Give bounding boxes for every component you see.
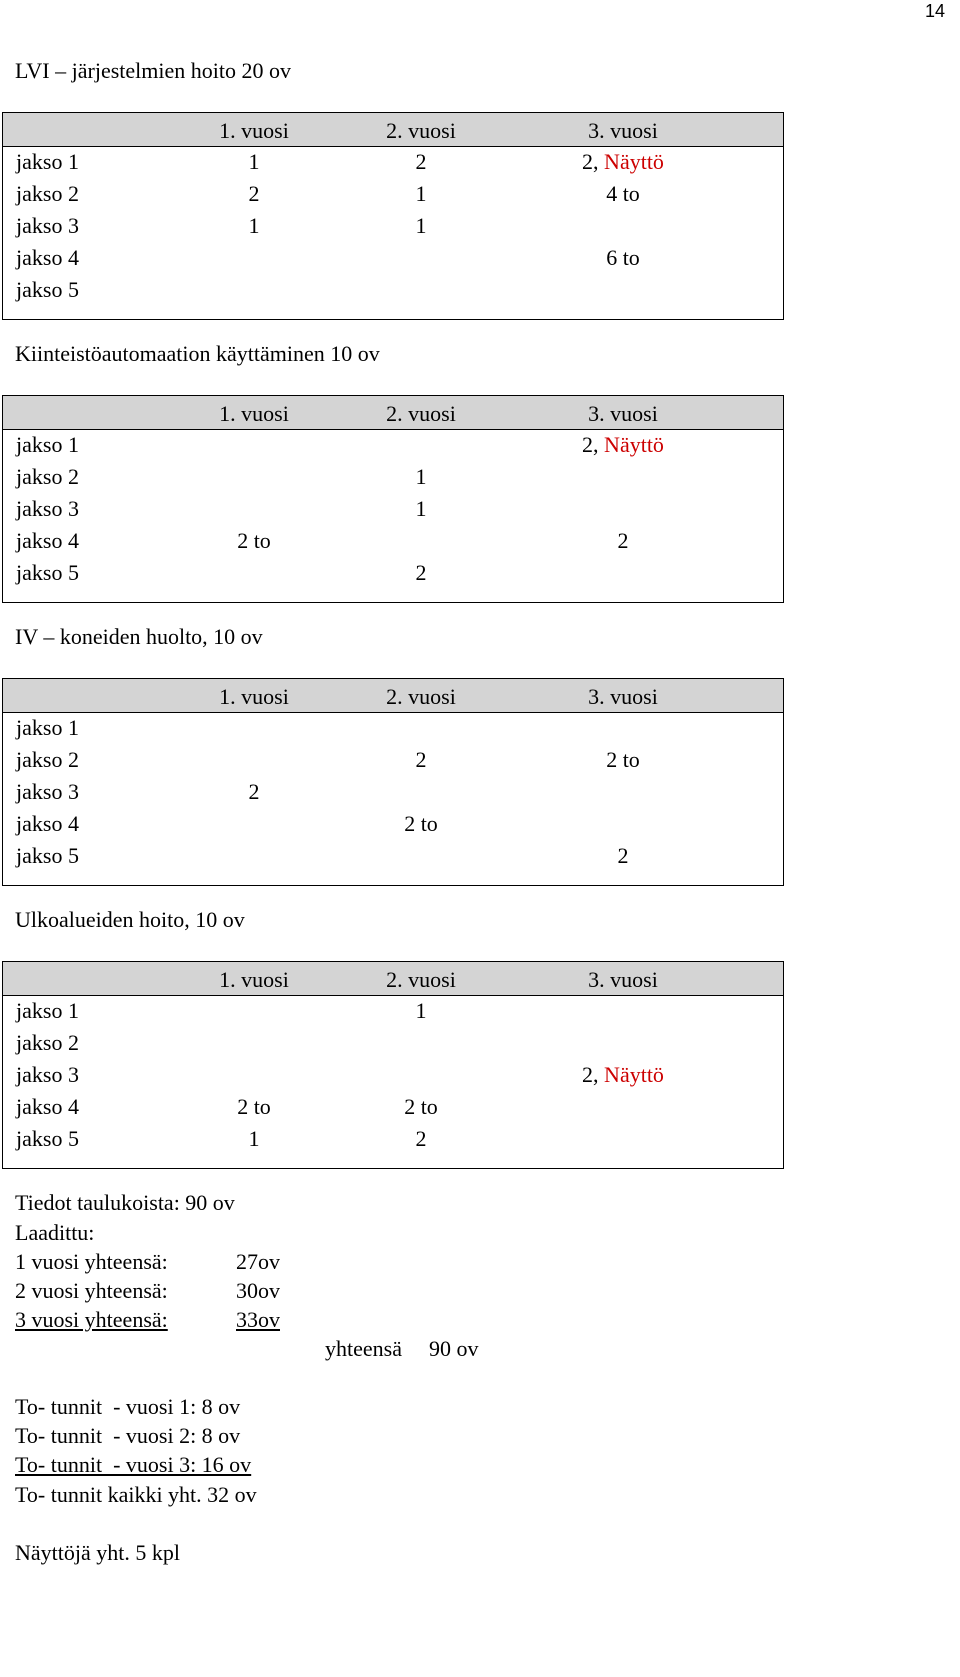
table-cell — [618, 845, 629, 867]
column-header: 1. vuosi — [219, 967, 289, 992]
year-total-value-1: 27ov — [236, 1249, 280, 1274]
column-header: 3. vuosi — [588, 684, 658, 709]
row-label: jakso 1 — [16, 149, 79, 174]
cell-value: 1 — [248, 1126, 260, 1151]
to-hours-line-2: To- tunnit - vuosi 2: 8 ov — [15, 1423, 241, 1448]
column-header: 1. vuosi — [219, 684, 289, 709]
table-cell — [582, 1064, 664, 1086]
table-cell — [249, 151, 260, 173]
column-header: 1. vuosi — [219, 118, 289, 143]
table-cell — [416, 466, 427, 488]
table-cell — [404, 813, 438, 835]
cell-value: 2 to — [404, 811, 438, 836]
cell-value: 1 — [415, 998, 427, 1023]
row-label: jakso 1 — [16, 715, 79, 740]
column-header: 2. vuosi — [386, 684, 456, 709]
year-total-value-3: 33ov — [236, 1307, 280, 1332]
column-header: 1. vuosi — [219, 401, 289, 426]
row-label: jakso 3 — [16, 779, 79, 804]
year-total-value-2: 30ov — [236, 1278, 280, 1303]
grand-total-label: yhteensä — [325, 1336, 402, 1361]
cell-value: 2 — [415, 149, 427, 174]
table-cell — [237, 530, 271, 552]
row-label: jakso 2 — [16, 747, 79, 772]
table-title: Kiinteistöautomaation käyttäminen 10 ov — [15, 341, 380, 366]
row-label: jakso 1 — [16, 998, 79, 1023]
to-hours-line-1: To- tunnit - vuosi 1: 8 ov — [15, 1394, 241, 1419]
row-label: jakso 4 — [16, 245, 79, 270]
table-cell — [618, 530, 629, 552]
row-label: jakso 5 — [16, 277, 79, 302]
row-label: jakso 3 — [16, 213, 79, 238]
demonstration-marker: Näyttö — [604, 1062, 664, 1087]
table-cell — [606, 183, 640, 205]
row-label: jakso 4 — [16, 528, 79, 553]
table-cell — [416, 498, 427, 520]
demonstration-marker: Näyttö — [604, 432, 664, 457]
column-header: 2. vuosi — [386, 401, 456, 426]
year-total-label-2: 2 vuosi yhteensä: — [15, 1278, 168, 1303]
cell-value: 1 — [415, 181, 427, 206]
cell-value: 2 — [248, 779, 260, 804]
row-label: jakso 2 — [16, 181, 79, 206]
row-label: jakso 4 — [16, 811, 79, 836]
schedule-table — [2, 678, 784, 886]
row-label: jakso 5 — [16, 843, 79, 868]
page-number: 14 — [924, 1, 945, 21]
schedule-table — [2, 395, 784, 603]
table-cell — [416, 749, 427, 771]
table-cell — [606, 247, 640, 269]
table-cell — [416, 183, 427, 205]
table-cell — [416, 1128, 427, 1150]
cell-value: 2 — [415, 1126, 427, 1151]
column-header: 3. vuosi — [588, 967, 658, 992]
table-cell — [416, 151, 427, 173]
to-hours-line-3: To- tunnit - vuosi 3: 16 ov — [15, 1452, 252, 1477]
cell-value: 1 — [248, 213, 260, 238]
table-cell — [606, 749, 640, 771]
row-label: jakso 3 — [16, 496, 79, 521]
cell-value: 1 — [415, 213, 427, 238]
cell-value: 2 — [617, 843, 629, 868]
cell-value: 2 — [617, 528, 629, 553]
row-label: jakso 1 — [16, 432, 79, 457]
compiled-label: Laadittu: — [15, 1220, 95, 1245]
to-hours-total: To- tunnit kaikki yht. 32 ov — [15, 1482, 257, 1507]
table-cell — [582, 434, 664, 456]
year-total-label-3: 3 vuosi yhteensä: — [15, 1307, 168, 1332]
row-label: jakso 5 — [16, 1126, 79, 1151]
cell-value: 2, — [582, 1062, 605, 1087]
column-header: 3. vuosi — [588, 118, 658, 143]
cell-value: 2 — [248, 181, 260, 206]
table-cell — [237, 1096, 271, 1118]
row-label: jakso 3 — [16, 1062, 79, 1087]
column-header: 2. vuosi — [386, 967, 456, 992]
table-cell — [404, 1096, 438, 1118]
demonstration-marker: Näyttö — [604, 149, 664, 174]
table-cell — [416, 1000, 427, 1022]
cell-value: 1 — [248, 149, 260, 174]
row-label: jakso 2 — [16, 464, 79, 489]
cell-value: 2, — [582, 149, 605, 174]
cell-value: 2 to — [237, 1094, 271, 1119]
table-header-row — [3, 113, 783, 147]
demonstrations-total: Näyttöjä yht. 5 kpl — [15, 1540, 180, 1565]
schedule-table — [2, 961, 784, 1169]
row-label: jakso 2 — [16, 1030, 79, 1055]
table-cell — [249, 1128, 260, 1150]
table-cell — [582, 151, 664, 173]
cell-value: 1 — [415, 464, 427, 489]
grand-total-value: 90 ov — [429, 1336, 479, 1361]
table-title: LVI – järjestelmien hoito 20 ov — [15, 58, 291, 83]
year-total-row-3 — [15, 1309, 280, 1331]
row-label: jakso 4 — [16, 1094, 79, 1119]
cell-value: 4 to — [606, 181, 640, 206]
column-header: 2. vuosi — [386, 118, 456, 143]
table-header-row — [3, 962, 783, 996]
table-cell — [249, 781, 260, 803]
table-title: IV – koneiden huolto, 10 ov — [15, 624, 263, 649]
cell-value: 2 — [415, 560, 427, 585]
cell-value: 2 to — [606, 747, 640, 772]
cell-value: 6 to — [606, 245, 640, 270]
table-cell — [249, 215, 260, 237]
row-label: jakso 5 — [16, 560, 79, 585]
cell-value: 2 to — [404, 1094, 438, 1119]
cell-value: 2, — [582, 432, 605, 457]
cell-value: 2 — [415, 747, 427, 772]
table-header-row — [3, 679, 783, 713]
table-header-row — [3, 396, 783, 430]
table-cell — [416, 215, 427, 237]
table-cell — [249, 183, 260, 205]
cell-value: 1 — [415, 496, 427, 521]
schedule-table — [2, 112, 784, 320]
cell-value: 2 to — [237, 528, 271, 553]
table-title: Ulkoalueiden hoito, 10 ov — [15, 907, 245, 932]
source-line: Tiedot taulukoista: 90 ov — [15, 1190, 235, 1215]
year-total-label-1: 1 vuosi yhteensä: — [15, 1249, 168, 1274]
column-header: 3. vuosi — [588, 401, 658, 426]
table-cell — [416, 562, 427, 584]
